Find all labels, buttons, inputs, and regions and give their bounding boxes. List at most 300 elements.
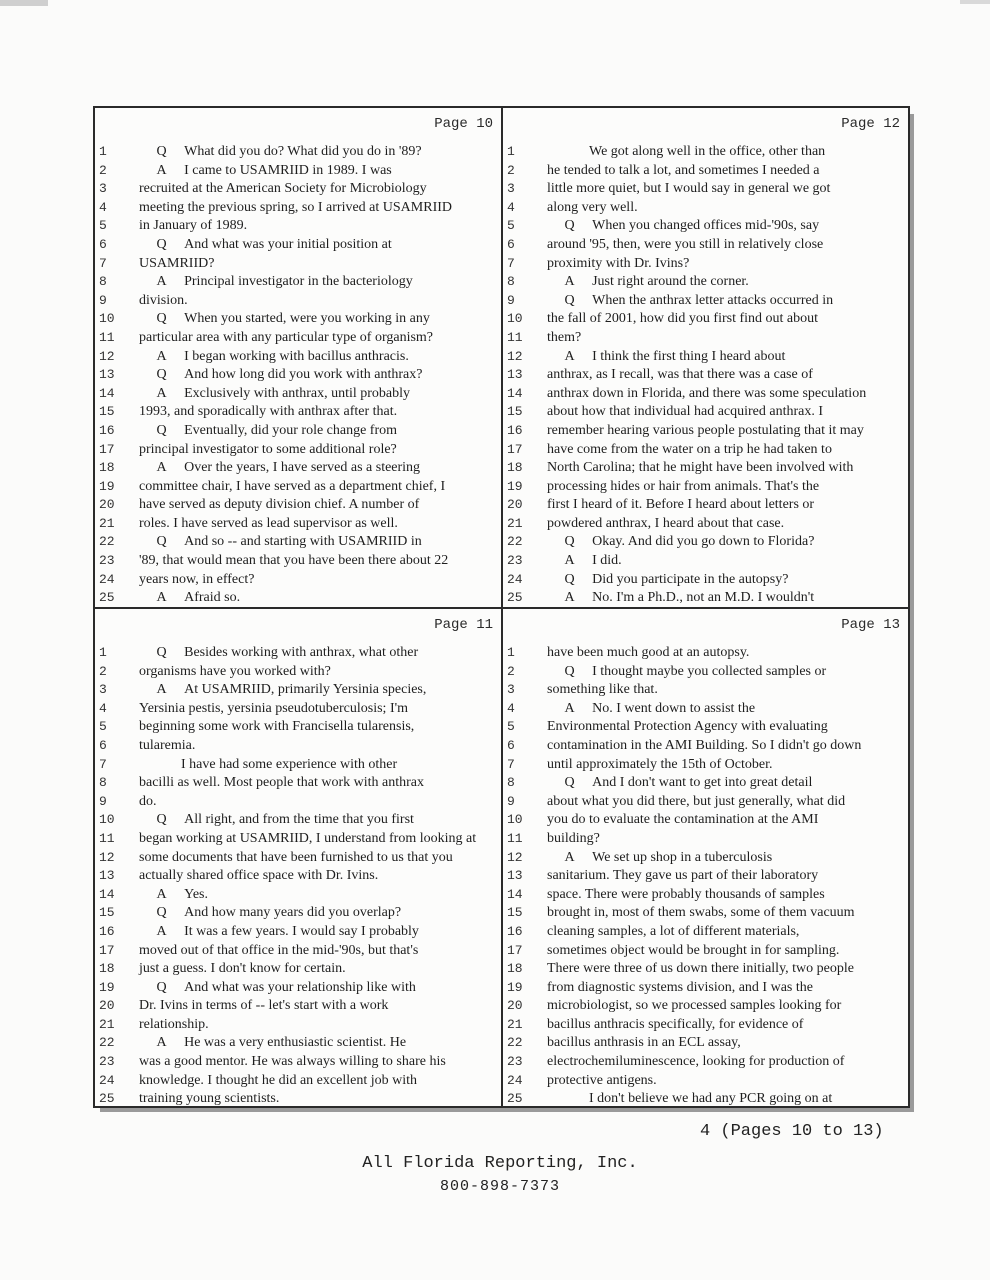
line-number: 10 [99, 812, 115, 828]
transcript-line [95, 849, 501, 868]
transcript-line [503, 236, 908, 255]
line-text: A I began working with bacillus anthracis. [139, 348, 409, 364]
line-text: A He was a very enthusiastic scientist. He [139, 1035, 407, 1051]
line-text: have been much good at an autopsy. [547, 645, 750, 660]
transcript-line [503, 478, 908, 497]
line-text: A I came to USAMRIID in 1989. I was [139, 162, 392, 178]
line-text: space. There were probably thousands of samples [547, 886, 825, 902]
transcript-line [503, 663, 908, 682]
line-text: A Over the years, I have served as a steering [139, 460, 421, 476]
transcript-line [503, 441, 908, 460]
transcript-line [503, 589, 908, 608]
line-number: 8 [507, 274, 515, 290]
line-number: 5 [507, 218, 515, 234]
line-text: beginning some work with Francisella tularensis, [139, 719, 415, 735]
line-number: 19 [507, 478, 523, 494]
line-number: 22 [99, 1035, 115, 1051]
transcript-line [503, 793, 908, 812]
line-text: brought in, most of them swabs, some of them vacuum [547, 905, 855, 921]
line-number: 17 [507, 441, 523, 457]
line-number: 11 [99, 830, 115, 846]
line-number: 24 [99, 571, 115, 587]
transcript-panel-page-11 [95, 609, 501, 1108]
sheet-shadow-right [910, 114, 914, 1110]
line-number: 14 [507, 385, 523, 401]
line-text: little more quiet, but I would say in general we got [547, 181, 831, 197]
transcript-line [95, 329, 501, 348]
transcript-line [95, 441, 501, 460]
transcript-line [503, 700, 908, 719]
transcript-line [503, 255, 908, 274]
line-number: 3 [507, 682, 515, 698]
transcript-line [95, 180, 501, 199]
line-text: began working at USAMRIID, I understand from looking at [139, 830, 477, 846]
line-number: 6 [507, 236, 515, 252]
line-number: 15 [99, 905, 115, 921]
line-number: 18 [99, 961, 115, 977]
line-text: them? [547, 329, 582, 345]
line-text: about how that individual had acquired anthrax. I [547, 404, 824, 420]
line-number: 25 [507, 590, 523, 606]
transcript-lines [503, 644, 908, 1109]
line-number: 24 [507, 571, 523, 587]
line-number: 3 [99, 682, 107, 698]
scan-edge-mark [0, 0, 990, 14]
line-number: 16 [507, 923, 523, 939]
line-text: anthrax, as I recall, was that there was a case of [547, 367, 813, 383]
line-number: 22 [507, 1035, 523, 1051]
transcript-line [503, 886, 908, 905]
transcript-line [503, 496, 908, 515]
line-number: 12 [99, 849, 115, 865]
line-number: 8 [99, 775, 107, 791]
transcript-line [503, 143, 908, 162]
line-text: Q What did you do? What did you do in '89? [139, 144, 422, 159]
line-text: Q When you changed offices mid-'90s, say [547, 218, 820, 234]
transcript-line [503, 830, 908, 849]
line-number: 7 [99, 756, 107, 772]
line-text: A Principal investigator in the bacteriology [139, 274, 413, 290]
line-text: recruited at the American Society for Microbiology [139, 181, 427, 197]
transcript-line [503, 979, 908, 998]
line-text: sometimes object would be brought in for sampling. [547, 942, 840, 958]
transcript-line [503, 385, 908, 404]
line-text: Q When you started, were you working in any [139, 311, 430, 327]
transcript-line [503, 1016, 908, 1035]
transcript-line [503, 849, 908, 868]
transcript-line [95, 255, 501, 274]
transcript-line [503, 422, 908, 441]
line-number: 10 [99, 311, 115, 327]
line-number: 2 [99, 162, 107, 178]
line-number: 15 [507, 905, 523, 921]
line-text: USAMRIID? [139, 255, 215, 271]
line-text: Q And I don't want to get into great detail [547, 775, 813, 791]
transcript-line [503, 960, 908, 979]
transcript-line [95, 496, 501, 515]
transcript-line [95, 1016, 501, 1035]
line-text: have come from the water on a trip he had taken to [547, 441, 832, 457]
transcript-line [503, 923, 908, 942]
line-text: A We set up shop in a tuberculosis [547, 849, 773, 865]
transcript-line [95, 960, 501, 979]
line-text: I have had some experience with other [139, 756, 398, 772]
line-number: 23 [99, 553, 115, 569]
transcript-line [503, 310, 908, 329]
line-text: 1993, and sporadically with anthrax after that. [139, 404, 398, 420]
transcript-line [95, 756, 501, 775]
transcript-line [95, 552, 501, 571]
transcript-line [503, 737, 908, 756]
line-number: 16 [99, 422, 115, 438]
company-phone: 800-898-7373 [439, 1178, 561, 1195]
transcript-line [503, 756, 908, 775]
line-text: Environmental Protection Agency with evaluating [547, 719, 828, 735]
line-text: training young scientists. [139, 1091, 280, 1107]
transcript-line [503, 1053, 908, 1072]
line-text: electrochemiluminescence, looking for production of [547, 1054, 845, 1070]
line-number: 17 [99, 942, 115, 958]
line-text: remember hearing various people postulating that it may [547, 422, 864, 438]
line-number: 21 [99, 1016, 115, 1032]
line-text: committee chair, I have served as a department chief, I [139, 478, 446, 494]
transcript-line [503, 162, 908, 181]
line-text: division. [139, 292, 188, 308]
line-text: A No. I'm a Ph.D., not an M.D. I wouldn't [547, 590, 815, 606]
line-text: sanitarium. They gave us part of their laboratory [547, 868, 819, 884]
line-text: Q I thought maybe you collected samples or [547, 663, 827, 679]
line-number: 2 [99, 663, 107, 679]
line-number: 20 [507, 998, 523, 1014]
line-text: proximity with Dr. Ivins? [547, 255, 690, 271]
transcript-line [503, 533, 908, 552]
transcript-line [95, 292, 501, 311]
transcript-line [95, 979, 501, 998]
line-text: A Afraid so. [139, 590, 241, 606]
line-text: some documents that have been furnished to us that you [139, 849, 453, 865]
line-text: from diagnostic systems division, and I was the [547, 979, 813, 995]
transcript-sheet [93, 106, 910, 1108]
transcript-line [503, 1090, 908, 1109]
line-text: about what you did there, but just generally, what did [547, 793, 846, 809]
transcript-line [95, 422, 501, 441]
line-text: A I think the first thing I heard about [547, 348, 786, 364]
line-number: 5 [99, 218, 107, 234]
line-number: 13 [507, 868, 523, 884]
transcript-line [503, 403, 908, 422]
line-text: A No. I went down to assist the [547, 700, 756, 716]
line-text: A Just right around the corner. [547, 274, 749, 290]
line-text: '89, that would mean that you have been there about 22 [139, 553, 449, 569]
line-text: roles. I have served as lead supervisor as well. [139, 515, 398, 531]
line-number: 4 [99, 199, 107, 215]
line-number: 17 [99, 441, 115, 457]
line-text: first I heard of it. Before I heard about letters or [547, 497, 815, 513]
line-text: Q Eventually, did your role change from [139, 422, 398, 438]
transcript-line [95, 923, 501, 942]
line-number: 3 [99, 181, 107, 197]
line-number: 15 [99, 404, 115, 420]
line-number: 6 [99, 737, 107, 753]
transcript-line [95, 1034, 501, 1053]
transcript-line [95, 571, 501, 590]
line-number: 1 [99, 144, 107, 159]
line-number: 18 [99, 460, 115, 476]
transcript-line [95, 774, 501, 793]
line-number: 9 [99, 292, 107, 308]
line-text: A At USAMRIID, primarily Yersinia species, [139, 682, 427, 698]
line-number: 13 [99, 367, 115, 383]
transcript-line [503, 644, 908, 663]
line-text: the fall of 2001, how did you first find out about [547, 311, 819, 327]
line-number: 21 [507, 515, 523, 531]
transcript-line [95, 1090, 501, 1109]
line-text: I don't believe we had any PCR going on at [547, 1091, 833, 1107]
line-text: bacillus anthrasis in an ECL assay, [547, 1035, 741, 1051]
transcript-line [503, 348, 908, 367]
line-text: you do to evaluate the contamination at the AMI [547, 812, 819, 828]
transcript-line [503, 273, 908, 292]
line-number: 4 [99, 700, 107, 716]
transcript-line [95, 162, 501, 181]
transcript-line [95, 867, 501, 886]
transcript-line [95, 236, 501, 255]
transcript-line [503, 459, 908, 478]
line-number: 18 [507, 460, 523, 476]
line-text: North Carolina; that he might have been involved with [547, 460, 854, 476]
line-text: cleaning samples, a lot of different materials, [547, 923, 800, 939]
transcript-line [95, 478, 501, 497]
line-text: A Exclusively with anthrax, until probably [139, 385, 411, 401]
line-number: 1 [99, 645, 107, 660]
line-number: 15 [507, 404, 523, 420]
line-number: 14 [99, 385, 115, 401]
line-text: Q And how many years did you overlap? [139, 905, 402, 921]
line-text: powdered anthrax, I heard about that case. [547, 515, 785, 531]
line-text: Yersinia pestis, yersinia pseudotuberculosis; I'm [139, 700, 409, 716]
line-text: was a good mentor. He was always willing to share his [139, 1054, 446, 1070]
line-text: contamination in the AMI Building. So I didn't go down [547, 737, 862, 753]
line-text: actually shared office space with Dr. Ivins. [139, 868, 379, 884]
line-number: 25 [99, 590, 115, 606]
line-number: 20 [99, 497, 115, 513]
page-label: Page 12 [841, 116, 900, 132]
line-number: 18 [507, 961, 523, 977]
transcript-lines [95, 644, 501, 1109]
transcript-line [95, 273, 501, 292]
transcript-line [95, 1053, 501, 1072]
transcript-line [503, 180, 908, 199]
transcript-line [95, 403, 501, 422]
line-text: until approximately the 15th of October. [547, 756, 773, 772]
line-number: 16 [507, 422, 523, 438]
transcript-line [503, 997, 908, 1016]
line-number: 11 [99, 329, 115, 345]
line-text: just a guess. I don't know for certain. [139, 961, 346, 977]
line-text: Q And how long did you work with anthrax? [139, 367, 423, 383]
transcript-line [503, 199, 908, 218]
line-number: 9 [507, 793, 515, 809]
transcript-line [95, 589, 501, 608]
line-text: There were three of us down there initially, two people [547, 961, 854, 977]
line-number: 7 [99, 255, 107, 271]
line-text: tularemia. [139, 737, 196, 753]
line-text: relationship. [139, 1016, 209, 1032]
line-number: 23 [99, 1054, 115, 1070]
line-text: bacilli as well. Most people that work with anthrax [139, 775, 424, 791]
line-text: anthrax down in Florida, and there was some speculation [547, 385, 867, 401]
line-number: 1 [507, 645, 515, 660]
line-number: 4 [507, 700, 515, 716]
transcript-line [95, 348, 501, 367]
line-number: 10 [507, 812, 523, 828]
transcript-line [95, 997, 501, 1016]
transcript-line [95, 515, 501, 534]
line-number: 12 [99, 348, 115, 364]
line-number: 8 [99, 274, 107, 290]
transcript-line [503, 329, 908, 348]
transcript-line [95, 793, 501, 812]
line-number: 5 [507, 719, 515, 735]
line-text: he tended to talk a lot, and sometimes I needed a [547, 162, 820, 178]
line-number: 16 [99, 923, 115, 939]
line-number: 14 [99, 886, 115, 902]
transcript-panel-page-13 [503, 609, 908, 1108]
transcript-line [503, 552, 908, 571]
transcript-line [503, 718, 908, 737]
line-number: 11 [507, 830, 523, 846]
transcript-line [95, 310, 501, 329]
transcript-line [95, 199, 501, 218]
line-text: something like that. [547, 682, 658, 698]
line-number: 21 [507, 1016, 523, 1032]
line-text: We got along well in the office, other than [547, 144, 826, 159]
line-text: microbiologist, so we processed samples looking for [547, 998, 842, 1014]
line-text: Q And what was your relationship like with [139, 979, 416, 995]
line-number: 13 [99, 868, 115, 884]
transcript-line [503, 942, 908, 961]
transcript-line [95, 942, 501, 961]
line-text: Q When the anthrax letter attacks occurred in [547, 292, 834, 308]
line-text: principal investigator to some additional role? [139, 441, 397, 457]
line-number: 25 [507, 1091, 523, 1107]
transcript-line [503, 774, 908, 793]
line-number: 22 [507, 534, 523, 550]
line-text: Q And so -- and starting with USAMRIID in [139, 534, 422, 550]
transcript-line [503, 571, 908, 590]
line-text: knowledge. I thought he did an excellent job with [139, 1072, 417, 1088]
line-number: 24 [99, 1072, 115, 1088]
line-number: 23 [507, 1054, 523, 1070]
transcript-line [95, 217, 501, 236]
transcript-line [95, 886, 501, 905]
transcript-line [95, 830, 501, 849]
line-text: Q All right, and from the time that you first [139, 812, 414, 828]
transcript-line [503, 292, 908, 311]
page-label: Page 10 [434, 116, 493, 132]
line-number: 22 [99, 534, 115, 550]
line-number: 7 [507, 255, 515, 271]
line-number: 5 [99, 719, 107, 735]
line-number: 17 [507, 942, 523, 958]
line-number: 9 [507, 292, 515, 308]
line-text: organisms have you worked with? [139, 663, 331, 679]
line-number: 11 [507, 329, 523, 345]
line-text: around '95, then, were you still in relatively close [547, 236, 824, 252]
line-text: particular area with any particular type of organism? [139, 329, 434, 345]
line-text: Q And what was your initial position at [139, 236, 392, 252]
transcript-line [95, 811, 501, 830]
transcript-line [95, 700, 501, 719]
line-text: meeting the previous spring, so I arrived at USAMRIID [139, 199, 452, 215]
company-name: All Florida Reporting, Inc. [362, 1154, 638, 1173]
line-number: 19 [99, 478, 115, 494]
transcript-line [95, 143, 501, 162]
line-number: 8 [507, 775, 515, 791]
transcript-panel-page-12 [503, 108, 908, 607]
transcript-line [95, 737, 501, 756]
line-text: Q Okay. And did you go down to Florida? [547, 534, 815, 550]
transcript-line [503, 1034, 908, 1053]
transcript-line [95, 533, 501, 552]
page-label: Page 13 [841, 617, 900, 633]
transcript-line [503, 515, 908, 534]
line-text: along very well. [547, 199, 638, 215]
line-number: 12 [507, 348, 523, 364]
line-number: 12 [507, 849, 523, 865]
line-number: 14 [507, 886, 523, 902]
line-number: 9 [99, 793, 107, 809]
transcript-line [95, 663, 501, 682]
line-text: building? [547, 830, 600, 846]
line-text: in January of 1989. [139, 218, 248, 234]
transcript-line [503, 1072, 908, 1091]
transcript-line [95, 385, 501, 404]
transcript-line [95, 366, 501, 385]
page-range-footer: 4 (Pages 10 to 13) [700, 1122, 884, 1141]
line-text: processing hides or hair from animals. That's the [547, 478, 820, 494]
line-text: bacillus anthracis specifically, for evidence of [547, 1016, 804, 1032]
line-number: 6 [99, 236, 107, 252]
line-number: 24 [507, 1072, 523, 1088]
line-number: 20 [99, 998, 115, 1014]
line-number: 4 [507, 199, 515, 215]
transcript-line [95, 644, 501, 663]
line-number: 20 [507, 497, 523, 513]
transcript-line [503, 811, 908, 830]
line-number: 21 [99, 515, 115, 531]
line-number: 7 [507, 756, 515, 772]
line-number: 6 [507, 737, 515, 753]
transcript-line [95, 904, 501, 923]
transcript-line [95, 1072, 501, 1091]
line-number: 19 [507, 979, 523, 995]
line-text: Dr. Ivins in terms of -- let's start with a work [139, 998, 389, 1014]
line-number: 10 [507, 311, 523, 327]
line-text: A It was a few years. I would say I probably [139, 923, 419, 939]
transcript-line [503, 366, 908, 385]
line-number: 19 [99, 979, 115, 995]
line-text: Q Besides working with anthrax, what other [139, 645, 419, 660]
transcript-line [503, 681, 908, 700]
line-text: years now, in effect? [139, 571, 255, 587]
line-text: protective antigens. [547, 1072, 657, 1088]
page-label: Page 11 [434, 617, 493, 633]
line-text: A I did. [547, 553, 622, 569]
transcript-lines [503, 143, 908, 608]
line-text: do. [139, 793, 157, 809]
transcript-line [503, 217, 908, 236]
